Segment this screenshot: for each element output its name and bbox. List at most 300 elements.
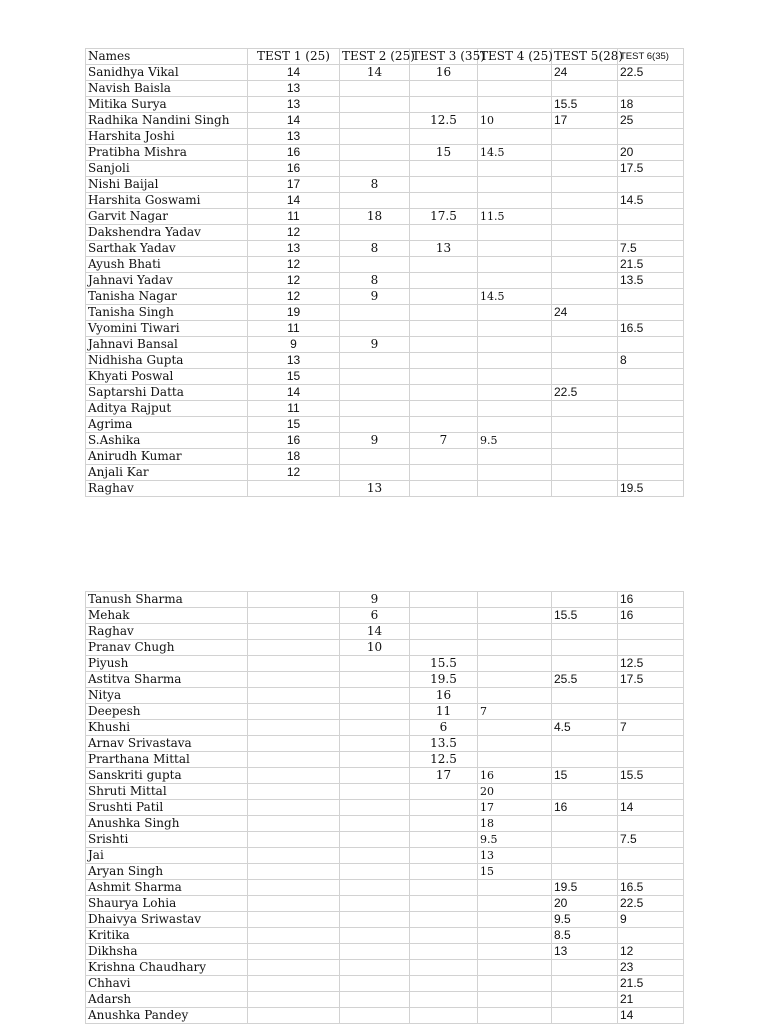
table-row — [86, 65, 684, 81]
score-cell — [410, 161, 478, 177]
score-cell — [248, 800, 340, 816]
score-cell: 20 — [478, 784, 552, 800]
table-row — [86, 145, 684, 161]
score-cell — [478, 225, 552, 241]
student-name: Deepesh — [86, 704, 248, 720]
score-cell — [478, 129, 552, 145]
table-row — [86, 704, 684, 720]
score-cell: 12 — [248, 273, 340, 289]
student-name: Khyati Poswal — [86, 369, 248, 385]
score-cell: 14.5 — [478, 289, 552, 305]
score-cell — [410, 257, 478, 273]
score-cell — [410, 193, 478, 209]
score-cell: 8.5 — [552, 928, 618, 944]
score-cell — [340, 385, 410, 401]
score-cell — [478, 976, 552, 992]
score-cell — [618, 401, 684, 417]
score-cell — [478, 401, 552, 417]
score-cell — [618, 417, 684, 433]
score-cell — [552, 848, 618, 864]
student-name: Tanush Sharma — [86, 592, 248, 608]
score-cell: 9 — [340, 592, 410, 608]
score-cell — [410, 177, 478, 193]
score-cell: 21.5 — [618, 257, 684, 273]
student-name: Aryan Singh — [86, 864, 248, 880]
student-name: Shaurya Lohia — [86, 896, 248, 912]
score-cell — [248, 816, 340, 832]
score-cell — [248, 768, 340, 784]
score-cell: 14.5 — [478, 145, 552, 161]
student-name: Raghav — [86, 481, 248, 497]
score-cell: 15 — [248, 369, 340, 385]
score-cell — [552, 656, 618, 672]
score-cell — [340, 768, 410, 784]
student-name: Anirudh Kumar — [86, 449, 248, 465]
student-name: Harshita Joshi — [86, 129, 248, 145]
score-cell — [340, 960, 410, 976]
score-cell — [478, 241, 552, 257]
score-cell: 12 — [248, 225, 340, 241]
score-cell — [410, 944, 478, 960]
score-cell: 15 — [410, 145, 478, 161]
score-cell: 8 — [618, 353, 684, 369]
table-row — [86, 608, 684, 624]
student-name: Ashmit Sharma — [86, 880, 248, 896]
score-cell — [478, 592, 552, 608]
student-name: Krishna Chaudhary — [86, 960, 248, 976]
score-cell: 12 — [248, 465, 340, 481]
score-cell — [410, 353, 478, 369]
score-cell — [410, 928, 478, 944]
score-cell — [340, 896, 410, 912]
student-name: Garvit Nagar — [86, 209, 248, 225]
score-cell: 13 — [248, 81, 340, 97]
student-name: Navish Baisla — [86, 81, 248, 97]
score-cell — [478, 369, 552, 385]
score-cell — [410, 864, 478, 880]
score-cell: 6 — [340, 608, 410, 624]
score-cell — [478, 640, 552, 656]
score-cell — [340, 193, 410, 209]
score-cell — [410, 97, 478, 113]
student-name: Sanidhya Vikal — [86, 65, 248, 81]
score-cell: 13 — [410, 241, 478, 257]
score-cell: 19.5 — [618, 481, 684, 497]
score-cell — [478, 257, 552, 273]
score-cell — [618, 848, 684, 864]
score-cell — [618, 177, 684, 193]
score-cell — [552, 209, 618, 225]
student-name: Tanisha Nagar — [86, 289, 248, 305]
score-cell — [478, 656, 552, 672]
student-name: Aditya Rajput — [86, 401, 248, 417]
score-cell — [618, 736, 684, 752]
score-cell — [618, 337, 684, 353]
score-cell: 18 — [478, 816, 552, 832]
score-cell: 24 — [552, 65, 618, 81]
score-cell: 24 — [552, 305, 618, 321]
table-row — [86, 353, 684, 369]
score-cell — [478, 65, 552, 81]
table-row — [86, 848, 684, 864]
score-cell: 19.5 — [552, 880, 618, 896]
header-test-6: TEST 6(35) — [618, 49, 684, 65]
student-name: Adarsh — [86, 992, 248, 1008]
table-row — [86, 832, 684, 848]
student-name: Dikhsha — [86, 944, 248, 960]
score-cell — [552, 1008, 618, 1024]
score-cell: 16.5 — [618, 321, 684, 337]
score-cell: 16 — [618, 608, 684, 624]
score-cell: 9.5 — [552, 912, 618, 928]
score-cell: 9 — [340, 433, 410, 449]
score-cell — [410, 640, 478, 656]
score-cell: 7 — [478, 704, 552, 720]
score-cell — [340, 800, 410, 816]
score-cell — [248, 944, 340, 960]
score-cell — [340, 321, 410, 337]
score-cell: 14 — [618, 1008, 684, 1024]
score-cell: 14 — [248, 113, 340, 129]
score-cell: 15.5 — [410, 656, 478, 672]
score-cell: 10 — [478, 113, 552, 129]
score-cell: 11 — [410, 704, 478, 720]
score-cell: 15.5 — [552, 97, 618, 113]
score-cell: 15.5 — [618, 768, 684, 784]
score-cell — [478, 608, 552, 624]
score-cell: 13 — [340, 481, 410, 497]
score-cell — [618, 129, 684, 145]
table-row — [86, 289, 684, 305]
student-name: Prarthana Mittal — [86, 752, 248, 768]
header-test-5: TEST 5(28) — [552, 49, 618, 65]
score-cell — [410, 784, 478, 800]
score-cell: 14.5 — [618, 193, 684, 209]
score-cell — [552, 960, 618, 976]
score-cell — [248, 592, 340, 608]
score-cell: 22.5 — [618, 896, 684, 912]
score-cell — [552, 369, 618, 385]
student-name: Nidhisha Gupta — [86, 353, 248, 369]
score-cell — [410, 481, 478, 497]
score-cell: 13 — [552, 944, 618, 960]
score-cell: 15 — [552, 768, 618, 784]
student-name: Harshita Goswami — [86, 193, 248, 209]
table-row — [86, 129, 684, 145]
score-cell: 22.5 — [552, 385, 618, 401]
score-cell — [248, 481, 340, 497]
student-name: S.Ashika — [86, 433, 248, 449]
score-cell — [552, 289, 618, 305]
score-cell: 14 — [248, 385, 340, 401]
table-row — [86, 912, 684, 928]
student-name: Agrima — [86, 417, 248, 433]
score-cell — [552, 417, 618, 433]
score-cell — [248, 976, 340, 992]
score-cell — [340, 992, 410, 1008]
table-row — [86, 417, 684, 433]
table-row — [86, 944, 684, 960]
score-cell — [552, 193, 618, 209]
score-cell — [478, 385, 552, 401]
score-cell — [478, 465, 552, 481]
table-row — [86, 736, 684, 752]
score-cell — [552, 353, 618, 369]
score-cell — [248, 688, 340, 704]
score-cell — [478, 624, 552, 640]
table-row — [86, 481, 684, 497]
score-cell — [248, 928, 340, 944]
score-cell: 16 — [478, 768, 552, 784]
score-cell — [410, 848, 478, 864]
score-cell — [478, 928, 552, 944]
score-cell: 7 — [618, 720, 684, 736]
score-cell — [340, 417, 410, 433]
score-cell — [552, 145, 618, 161]
student-name: Nitya — [86, 688, 248, 704]
score-cell — [410, 81, 478, 97]
student-name: Radhika Nandini Singh — [86, 113, 248, 129]
table-row — [86, 81, 684, 97]
student-name: Srushti Patil — [86, 800, 248, 816]
score-cell — [552, 688, 618, 704]
score-cell — [478, 193, 552, 209]
score-cell — [340, 848, 410, 864]
score-cell: 16.5 — [618, 880, 684, 896]
table-row — [86, 784, 684, 800]
score-cell — [248, 848, 340, 864]
table-row — [86, 688, 684, 704]
score-cell — [478, 161, 552, 177]
score-cell — [478, 1008, 552, 1024]
score-cell — [340, 257, 410, 273]
score-cell — [248, 960, 340, 976]
score-cell — [552, 832, 618, 848]
score-cell: 22.5 — [618, 65, 684, 81]
score-cell — [618, 289, 684, 305]
score-cell: 14 — [248, 65, 340, 81]
score-cell — [478, 481, 552, 497]
table-row — [86, 385, 684, 401]
score-cell — [248, 992, 340, 1008]
score-cell — [478, 736, 552, 752]
score-cell — [248, 912, 340, 928]
score-cell — [618, 305, 684, 321]
score-cell — [552, 704, 618, 720]
score-cell: 21.5 — [618, 976, 684, 992]
score-cell — [618, 81, 684, 97]
score-cell — [248, 752, 340, 768]
student-name: Srishti — [86, 832, 248, 848]
score-cell — [552, 624, 618, 640]
score-cell: 16 — [248, 145, 340, 161]
score-cell — [410, 385, 478, 401]
score-cell — [552, 592, 618, 608]
score-cell — [552, 976, 618, 992]
score-cell — [410, 912, 478, 928]
table-row — [86, 896, 684, 912]
score-cell: 14 — [340, 65, 410, 81]
student-name: Jahnavi Yadav — [86, 273, 248, 289]
score-cell: 17.5 — [410, 209, 478, 225]
score-cell — [552, 257, 618, 273]
score-cell — [618, 624, 684, 640]
scores-table-2 — [85, 591, 684, 1024]
student-name: Jahnavi Bansal — [86, 337, 248, 353]
score-cell: 11 — [248, 321, 340, 337]
score-cell: 16 — [410, 65, 478, 81]
score-cell: 17 — [248, 177, 340, 193]
score-cell — [478, 337, 552, 353]
score-cell — [410, 816, 478, 832]
score-cell — [552, 401, 618, 417]
score-cell — [340, 752, 410, 768]
table-row — [86, 273, 684, 289]
student-name: Kritika — [86, 928, 248, 944]
score-cell: 13 — [248, 241, 340, 257]
score-cell — [340, 161, 410, 177]
score-cell: 9 — [248, 337, 340, 353]
table-row — [86, 177, 684, 193]
score-cell — [552, 784, 618, 800]
score-cell — [478, 449, 552, 465]
score-cell — [552, 736, 618, 752]
score-cell — [340, 225, 410, 241]
score-cell — [340, 1008, 410, 1024]
score-cell: 7.5 — [618, 241, 684, 257]
score-cell — [410, 401, 478, 417]
table-row — [86, 592, 684, 608]
score-cell: 17.5 — [618, 672, 684, 688]
score-cell — [340, 369, 410, 385]
score-cell: 4.5 — [552, 720, 618, 736]
score-cell — [340, 353, 410, 369]
table-row — [86, 113, 684, 129]
table-row — [86, 209, 684, 225]
score-cell — [248, 672, 340, 688]
score-cell — [618, 209, 684, 225]
score-cell — [410, 800, 478, 816]
score-cell — [340, 880, 410, 896]
score-cell: 15 — [478, 864, 552, 880]
table-row — [86, 401, 684, 417]
score-cell — [340, 928, 410, 944]
student-name: Raghav — [86, 624, 248, 640]
score-cell — [340, 145, 410, 161]
score-cell — [248, 896, 340, 912]
header-names: Names — [86, 49, 248, 65]
table-row — [86, 752, 684, 768]
score-cell — [618, 704, 684, 720]
score-cell: 9.5 — [478, 433, 552, 449]
table-row — [86, 960, 684, 976]
score-cell — [410, 624, 478, 640]
table-row — [86, 449, 684, 465]
score-cell — [248, 720, 340, 736]
score-cell — [410, 129, 478, 145]
score-cell: 9 — [618, 912, 684, 928]
score-cell — [340, 944, 410, 960]
table-row — [86, 816, 684, 832]
score-cell: 12 — [248, 257, 340, 273]
score-cell: 11 — [248, 209, 340, 225]
score-cell — [478, 944, 552, 960]
score-cell — [340, 688, 410, 704]
student-name: Khushi — [86, 720, 248, 736]
score-cell — [340, 97, 410, 113]
score-cell: 8 — [340, 241, 410, 257]
student-name: Sarthak Yadav — [86, 241, 248, 257]
score-cell — [340, 864, 410, 880]
table-row — [86, 161, 684, 177]
score-cell — [248, 608, 340, 624]
scores-table-1 — [85, 48, 684, 497]
score-cell — [552, 321, 618, 337]
header-test-1: TEST 1 (25) — [248, 49, 340, 65]
score-cell — [478, 97, 552, 113]
table-row — [86, 672, 684, 688]
score-cell: 16 — [552, 800, 618, 816]
score-cell — [618, 369, 684, 385]
score-cell — [478, 273, 552, 289]
score-cell — [248, 784, 340, 800]
table-row — [86, 800, 684, 816]
score-cell — [618, 752, 684, 768]
score-cell — [410, 417, 478, 433]
score-cell — [248, 1008, 340, 1024]
score-cell: 15.5 — [552, 608, 618, 624]
score-cell — [618, 688, 684, 704]
table-row — [86, 656, 684, 672]
score-cell — [552, 129, 618, 145]
score-cell: 18 — [248, 449, 340, 465]
score-cell: 12.5 — [618, 656, 684, 672]
score-cell: 12 — [248, 289, 340, 305]
score-cell — [618, 816, 684, 832]
score-cell — [410, 321, 478, 337]
score-cell — [340, 672, 410, 688]
table-row — [86, 305, 684, 321]
score-cell — [410, 305, 478, 321]
student-name: Vyomini Tiwari — [86, 321, 248, 337]
table-row — [86, 257, 684, 273]
score-cell — [478, 960, 552, 976]
score-cell — [410, 369, 478, 385]
score-cell — [410, 992, 478, 1008]
table-row — [86, 880, 684, 896]
table-row — [86, 465, 684, 481]
score-cell — [248, 736, 340, 752]
score-cell — [552, 640, 618, 656]
score-cell: 14 — [618, 800, 684, 816]
score-cell: 9 — [340, 337, 410, 353]
student-name: Chhavi — [86, 976, 248, 992]
score-cell — [618, 449, 684, 465]
score-cell: 18 — [340, 209, 410, 225]
score-cell: 13 — [248, 353, 340, 369]
score-cell: 16 — [618, 592, 684, 608]
student-name: Sanjoli — [86, 161, 248, 177]
student-name: Piyush — [86, 656, 248, 672]
score-cell — [552, 177, 618, 193]
score-cell — [478, 688, 552, 704]
student-name: Saptarshi Datta — [86, 385, 248, 401]
table-row — [86, 433, 684, 449]
score-cell — [340, 656, 410, 672]
score-cell: 20 — [618, 145, 684, 161]
score-cell — [340, 720, 410, 736]
score-cell — [340, 465, 410, 481]
